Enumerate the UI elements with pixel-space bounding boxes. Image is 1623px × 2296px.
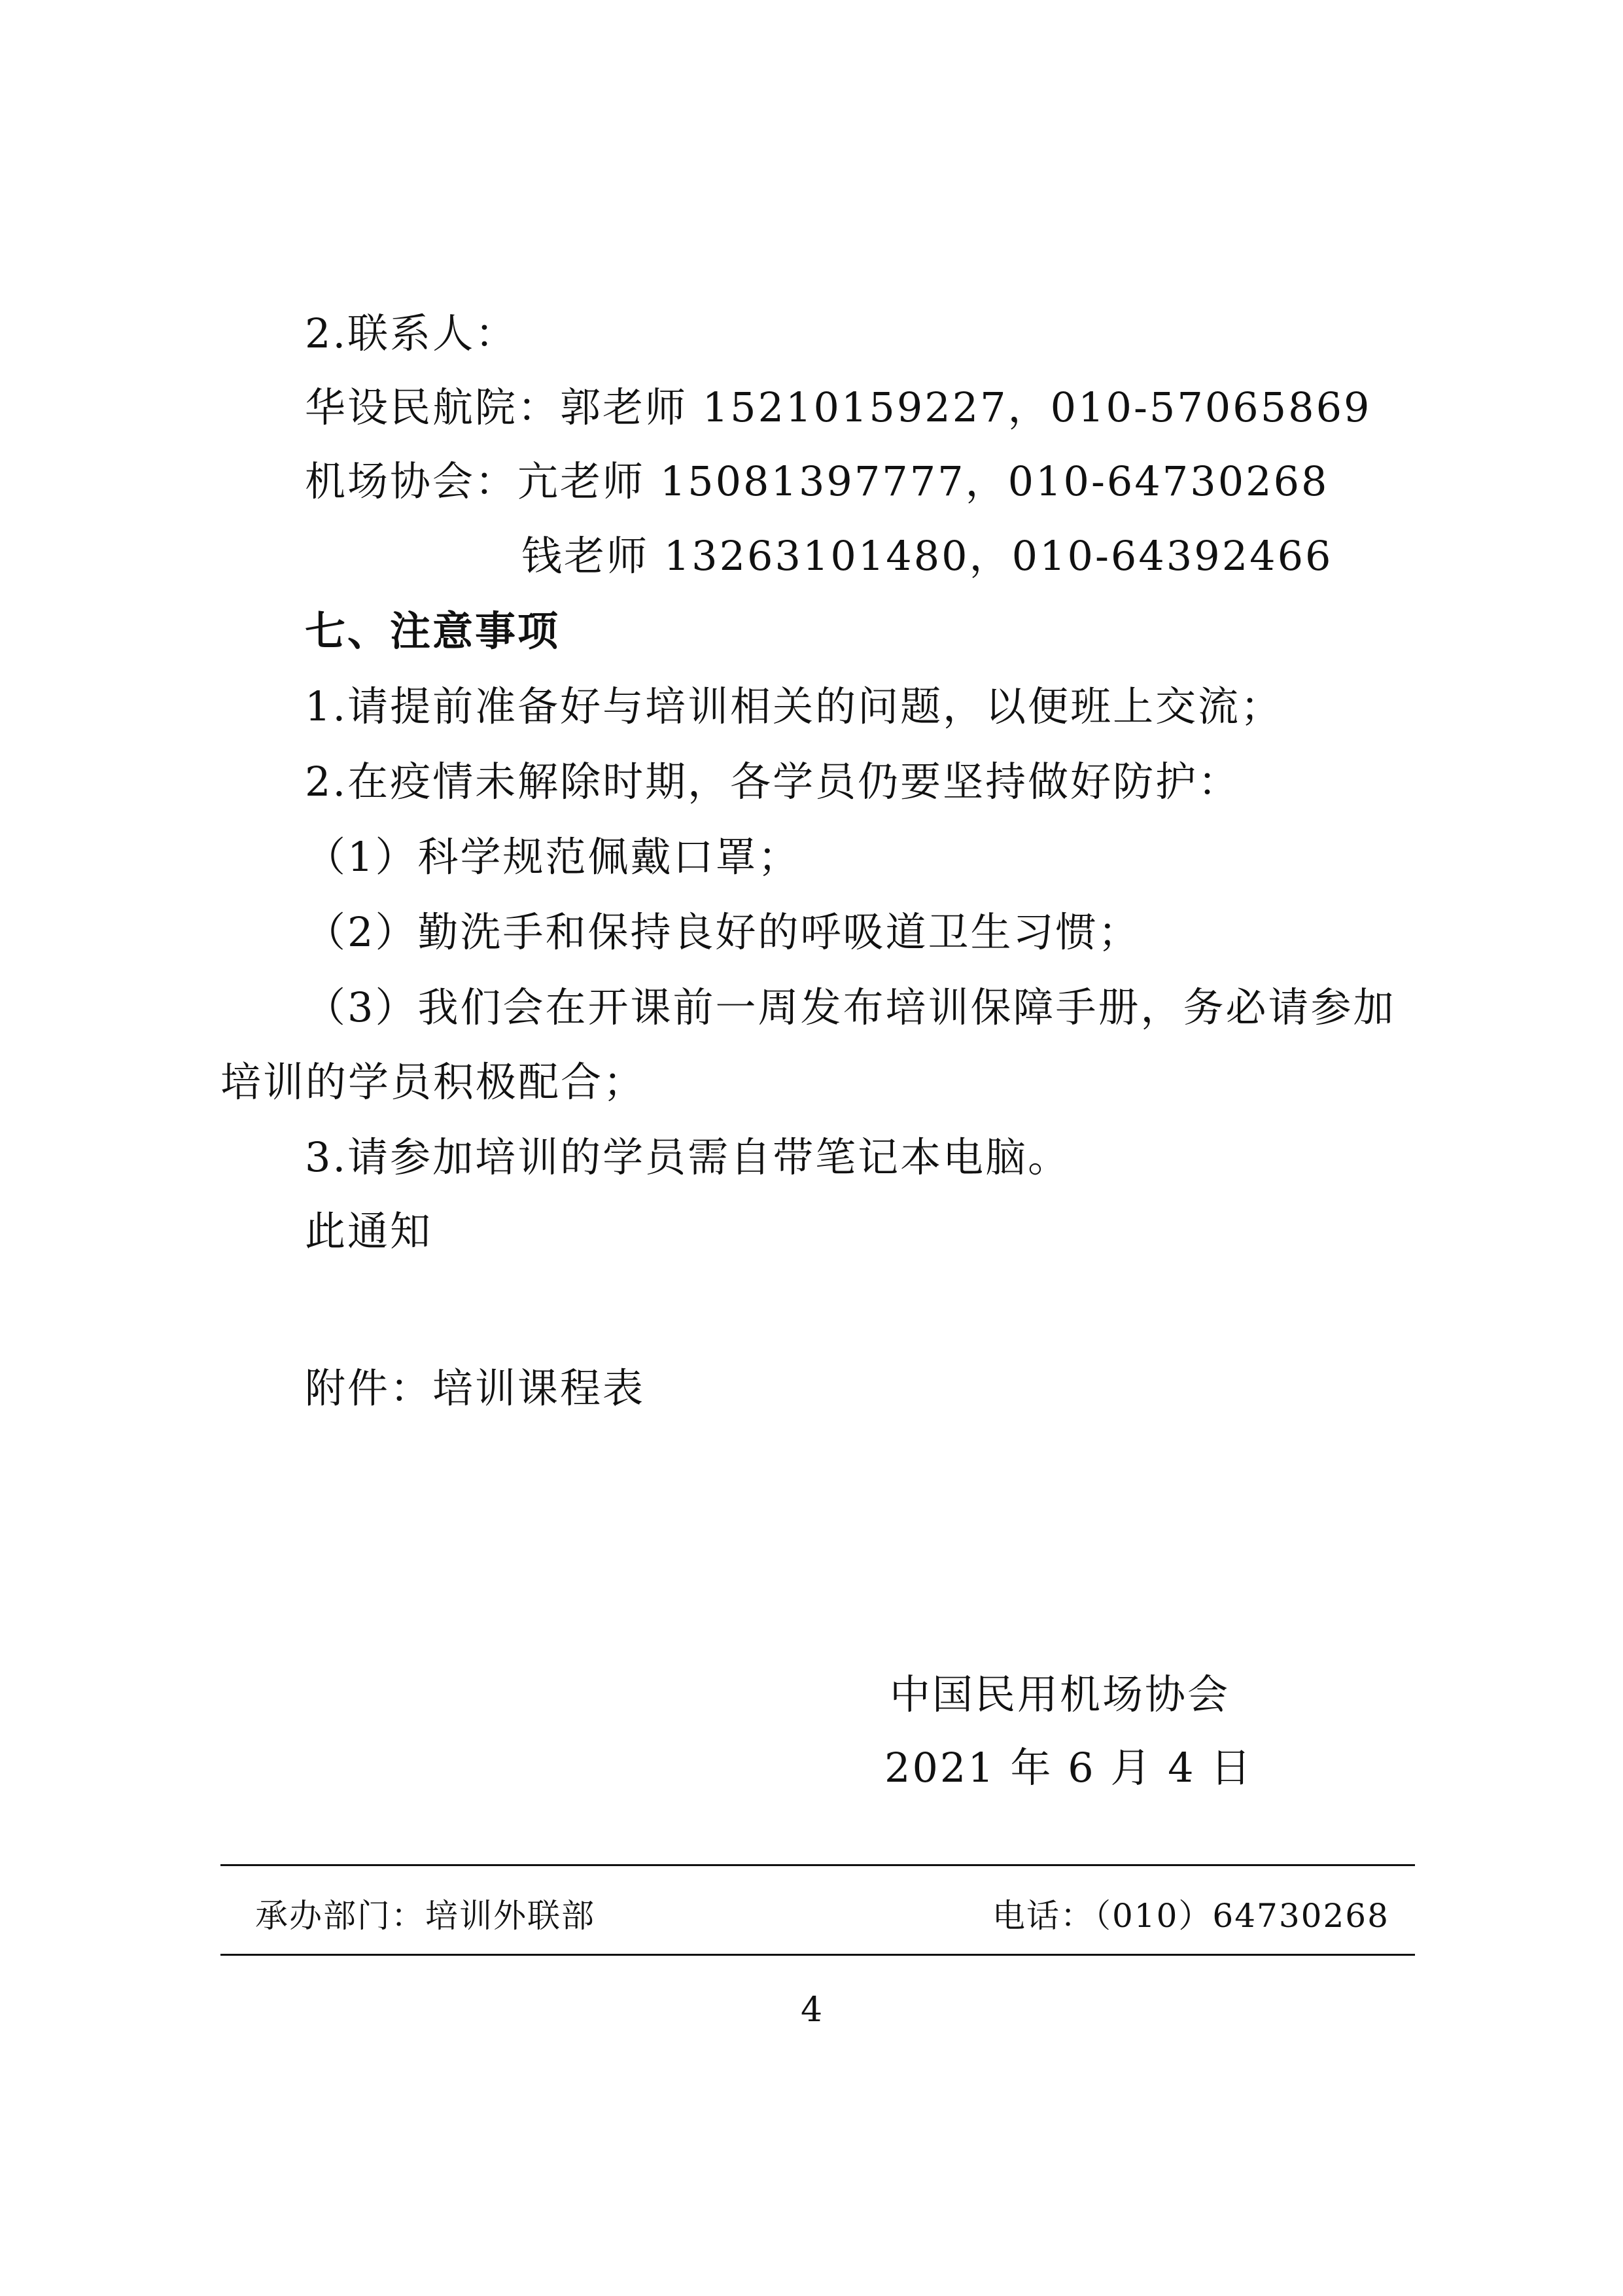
footer-bottom-rule xyxy=(220,1954,1415,1956)
notes-sub-2: （2）勤洗手和保持良好的呼吸道卫生习惯； xyxy=(305,908,1141,956)
notes-sub-3-line-1: （3）我们会在开课前一周发布培训保障手册，务必请参加 xyxy=(305,983,1396,1031)
notes-item-1: 1.请提前准备好与培训相关的问题，以便班上交流； xyxy=(305,682,1283,730)
contact-assoc-1: 机场协会：亢老师 15081397777，010-64730268 xyxy=(305,457,1329,505)
attachment-text: 附件：培训课程表 xyxy=(305,1364,646,1412)
notes-item-3: 3.请参加培训的学员需自带笔记本电脑。 xyxy=(305,1133,1071,1181)
footer-phone: 电话：（010）64730268 xyxy=(992,1897,1389,1935)
footer-top-rule xyxy=(220,1864,1415,1866)
page-number: 4 xyxy=(800,1990,823,2030)
notes-sub-3-line-2: 培训的学员积极配合； xyxy=(220,1058,646,1106)
signature-date: 2021 年 6 月 4 日 xyxy=(884,1744,1253,1792)
notes-heading: 七、注意事项 xyxy=(305,607,561,655)
notes-item-2: 2.在疫情未解除时期，各学员仍要坚持做好防护： xyxy=(305,758,1241,805)
contacts-heading: 2.联系人： xyxy=(305,309,518,357)
notes-sub-1: （1）科学规范佩戴口罩； xyxy=(305,833,801,881)
contact-hsmh: 华设民航院：郭老师 15210159227，010-57065869 xyxy=(305,383,1372,431)
signature-org: 中国民用机场协会 xyxy=(890,1670,1230,1718)
contact-assoc-2: 钱老师 13263101480，010-64392466 xyxy=(521,532,1333,580)
closing-text: 此通知 xyxy=(305,1207,433,1255)
footer-dept: 承办部门：培训外联部 xyxy=(255,1897,595,1935)
